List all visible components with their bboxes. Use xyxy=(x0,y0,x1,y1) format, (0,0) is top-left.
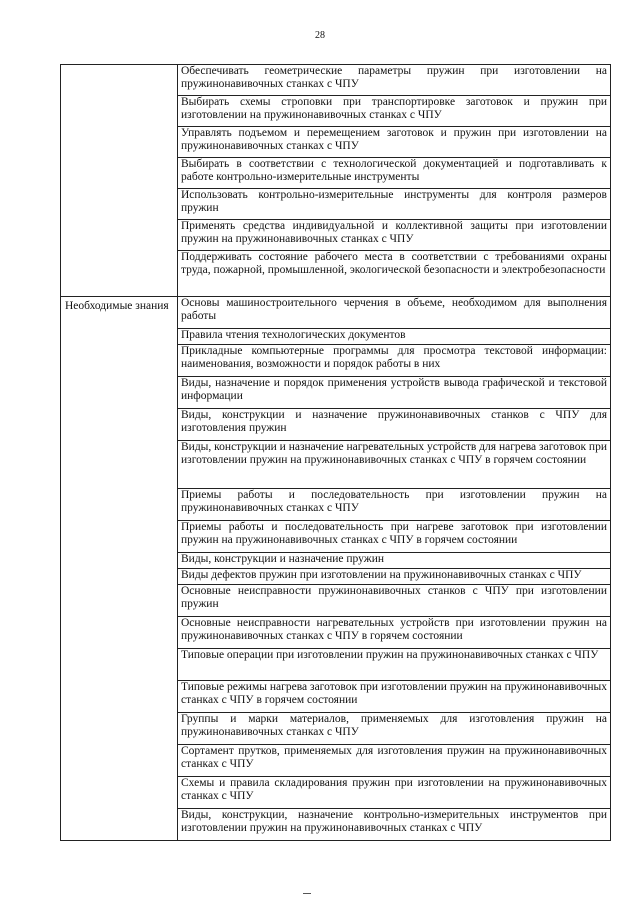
knowledge-item: Схемы и правила складирования пружин при изготовлении на пружинонавивочных станках с ЧПУ xyxy=(178,777,611,809)
knowledge-item: Основы машиностроительного черчения в объеме, необходимом для выполнения работы xyxy=(178,297,611,329)
skill-row xyxy=(61,65,611,96)
knowledge-item: Правила чтения технологических документов xyxy=(178,329,611,345)
page-number: 28 xyxy=(315,30,325,41)
knowledge-item: Основные неисправности нагревательных устройств при изготовлении пружин на пружинонавивочных станках с ЧПУ в горячем состоянии xyxy=(178,617,611,649)
skills-label-cell xyxy=(61,65,178,297)
knowledge-item: Виды, конструкции, назначение контрольно-измерительных инструментов при изготовлении пружин на пружинонавивочных станках с ЧПУ xyxy=(178,809,611,841)
knowledge-item: Виды, конструкции и назначение нагревательных устройств для нагрева заготовок при изготовлении пружин на пружинонавивочных станках с ЧПУ в горячем состоянии xyxy=(178,441,611,489)
knowledge-item: Типовые операции при изготовлении пружин на пружинонавивочных станках с ЧПУ xyxy=(178,649,611,681)
skill-item: Выбирать в соответствии с технологической документацией и подготавливать к работе контрольно-измерительные инструменты xyxy=(178,158,611,189)
knowledge-item: Прикладные компьютерные программы для просмотра текстовой информации: наименования, возможности и порядок работы в них xyxy=(178,345,611,377)
skill-item: Обеспечивать геометрические параметры пружин при изготовлении на пружинонавивочных станках с ЧПУ xyxy=(178,65,611,96)
knowledge-item: Приемы работы и последовательность при изготовлении пружин на пружинонавивочных станках с ЧПУ xyxy=(178,489,611,521)
knowledge-item: Виды, назначение и порядок применения устройств вывода графической и текстовой информации xyxy=(178,377,611,409)
knowledge-item: Виды дефектов пружин при изготовлении на пружинонавивочных станках с ЧПУ xyxy=(178,569,611,585)
footer-mark xyxy=(303,893,311,894)
skill-item: Применять средства индивидуальной и коллективной защиты при изготовлении пружин на пружинонавивочных станках с ЧПУ xyxy=(178,220,611,251)
skill-item: Использовать контрольно-измерительные инструменты для контроля размеров пружин xyxy=(178,189,611,220)
knowledge-item: Виды, конструкции и назначение пружинонавивочных станков с ЧПУ для изготовления пружин xyxy=(178,409,611,441)
knowledge-row xyxy=(61,297,611,329)
knowledge-label: Необходимые знания xyxy=(61,297,178,841)
requirements-table xyxy=(60,64,611,841)
knowledge-item: Виды, конструкции и назначение пружин xyxy=(178,553,611,569)
knowledge-item: Группы и марки материалов, применяемых для изготовления пружин на пружинонавивочных станках с ЧПУ xyxy=(178,713,611,745)
skill-item: Управлять подъемом и перемещением заготовок и пружин при изготовлении на пружинонавивочных станках с ЧПУ xyxy=(178,127,611,158)
knowledge-item: Типовые режимы нагрева заготовок при изготовлении пружин на пружинонавивочных станках с ЧПУ в горячем состоянии xyxy=(178,681,611,713)
skill-item: Выбирать схемы строповки при транспортировке заготовок и пружин при изготовлении на пружинонавивочных станках с ЧПУ xyxy=(178,96,611,127)
knowledge-item: Приемы работы и последовательность при нагреве заготовок при изготовлении пружин на пружинонавивочных станках с ЧПУ в горячем состоянии xyxy=(178,521,611,553)
skill-item: Поддерживать состояние рабочего места в соответствии с требованиями охраны труда, пожарной, промышленной, экологической безопасности и электробезопасности xyxy=(178,251,611,297)
knowledge-item: Сортамент прутков, применяемых для изготовления пружин на пружинонавивочных станках с ЧПУ xyxy=(178,745,611,777)
knowledge-item: Основные неисправности пружинонавивочных станков с ЧПУ при изготовлении пружин xyxy=(178,585,611,617)
